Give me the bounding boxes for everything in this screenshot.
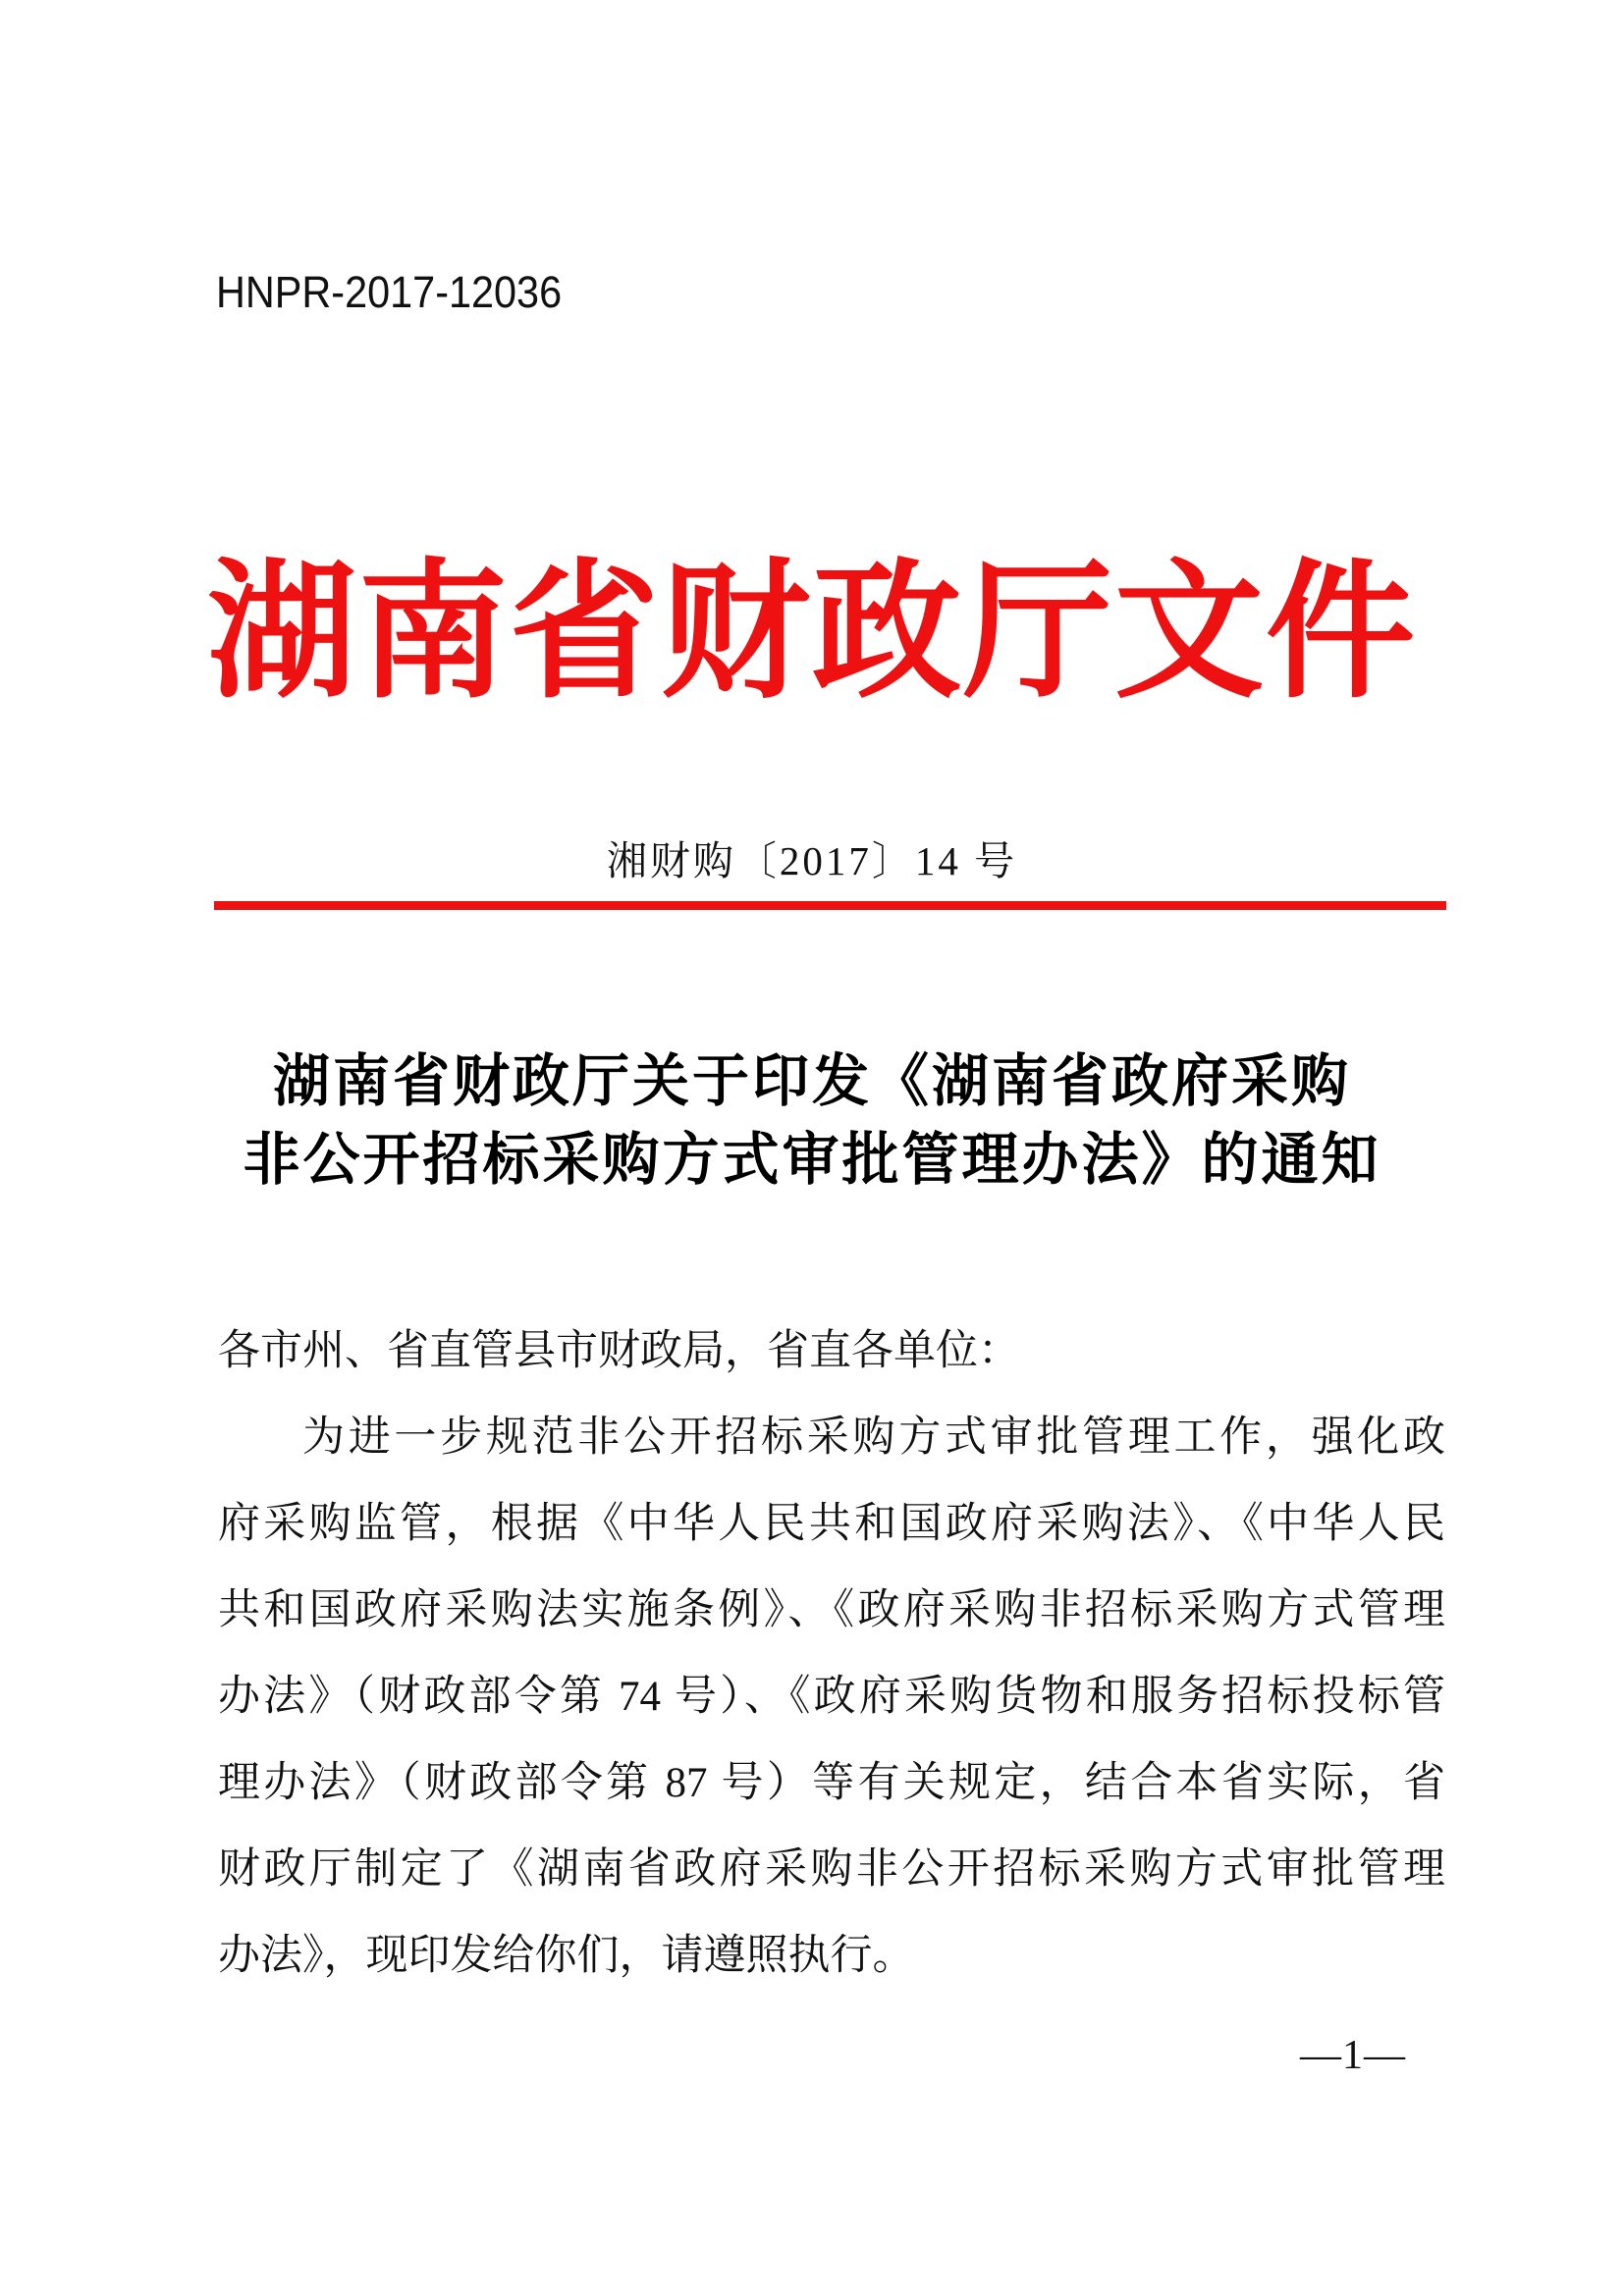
body-paragraph-line: 财政厅制定了《湖南省政府采购非公开招标采购方式审批管理: [218, 1846, 1445, 1893]
document-code: HNPR-2017-12036: [216, 267, 563, 317]
body-paragraph-line: 办法》，现印发给你们，请遵照执行。: [218, 1933, 915, 1979]
document-number: 湘财购〔2017〕14 号: [606, 838, 1018, 883]
header-divider-rule: [214, 901, 1446, 910]
notice-title-line-2: 非公开招标采购方式审批管理办法》的通知: [243, 1128, 1381, 1192]
notice-title-line-1: 湖南省财政厅关于印发《湖南省政府采购: [272, 1049, 1351, 1113]
notice-body: [218, 1308, 1445, 2000]
body-paragraph-line: 府采购监管，根据《中华人民共和国政府采购法》、《中华人民: [218, 1501, 1445, 1547]
body-paragraph-line: 为进一步规范非公开招标采购方式审批管理工作，强化政: [302, 1415, 1445, 1461]
body-paragraph-line: 理办法》（财政部令第 87 号）等有关规定，结合本省实际，省: [218, 1760, 1445, 1806]
body-paragraph-line: 办法》（财政部令第 74 号）、《政府采购货物和服务招标投标管: [218, 1674, 1445, 1720]
notice-title: [0, 1042, 1624, 1200]
agency-header-title: 湖南省财政厅文件: [207, 551, 1417, 716]
page-number: —1—: [1300, 2033, 1406, 2078]
body-paragraph-line: 共和国政府采购法实施条例》、《政府采购非招标采购方式管理: [218, 1587, 1445, 1633]
salutation-line: 各市州、省直管县市财政局，省直各单位：: [218, 1328, 1020, 1374]
